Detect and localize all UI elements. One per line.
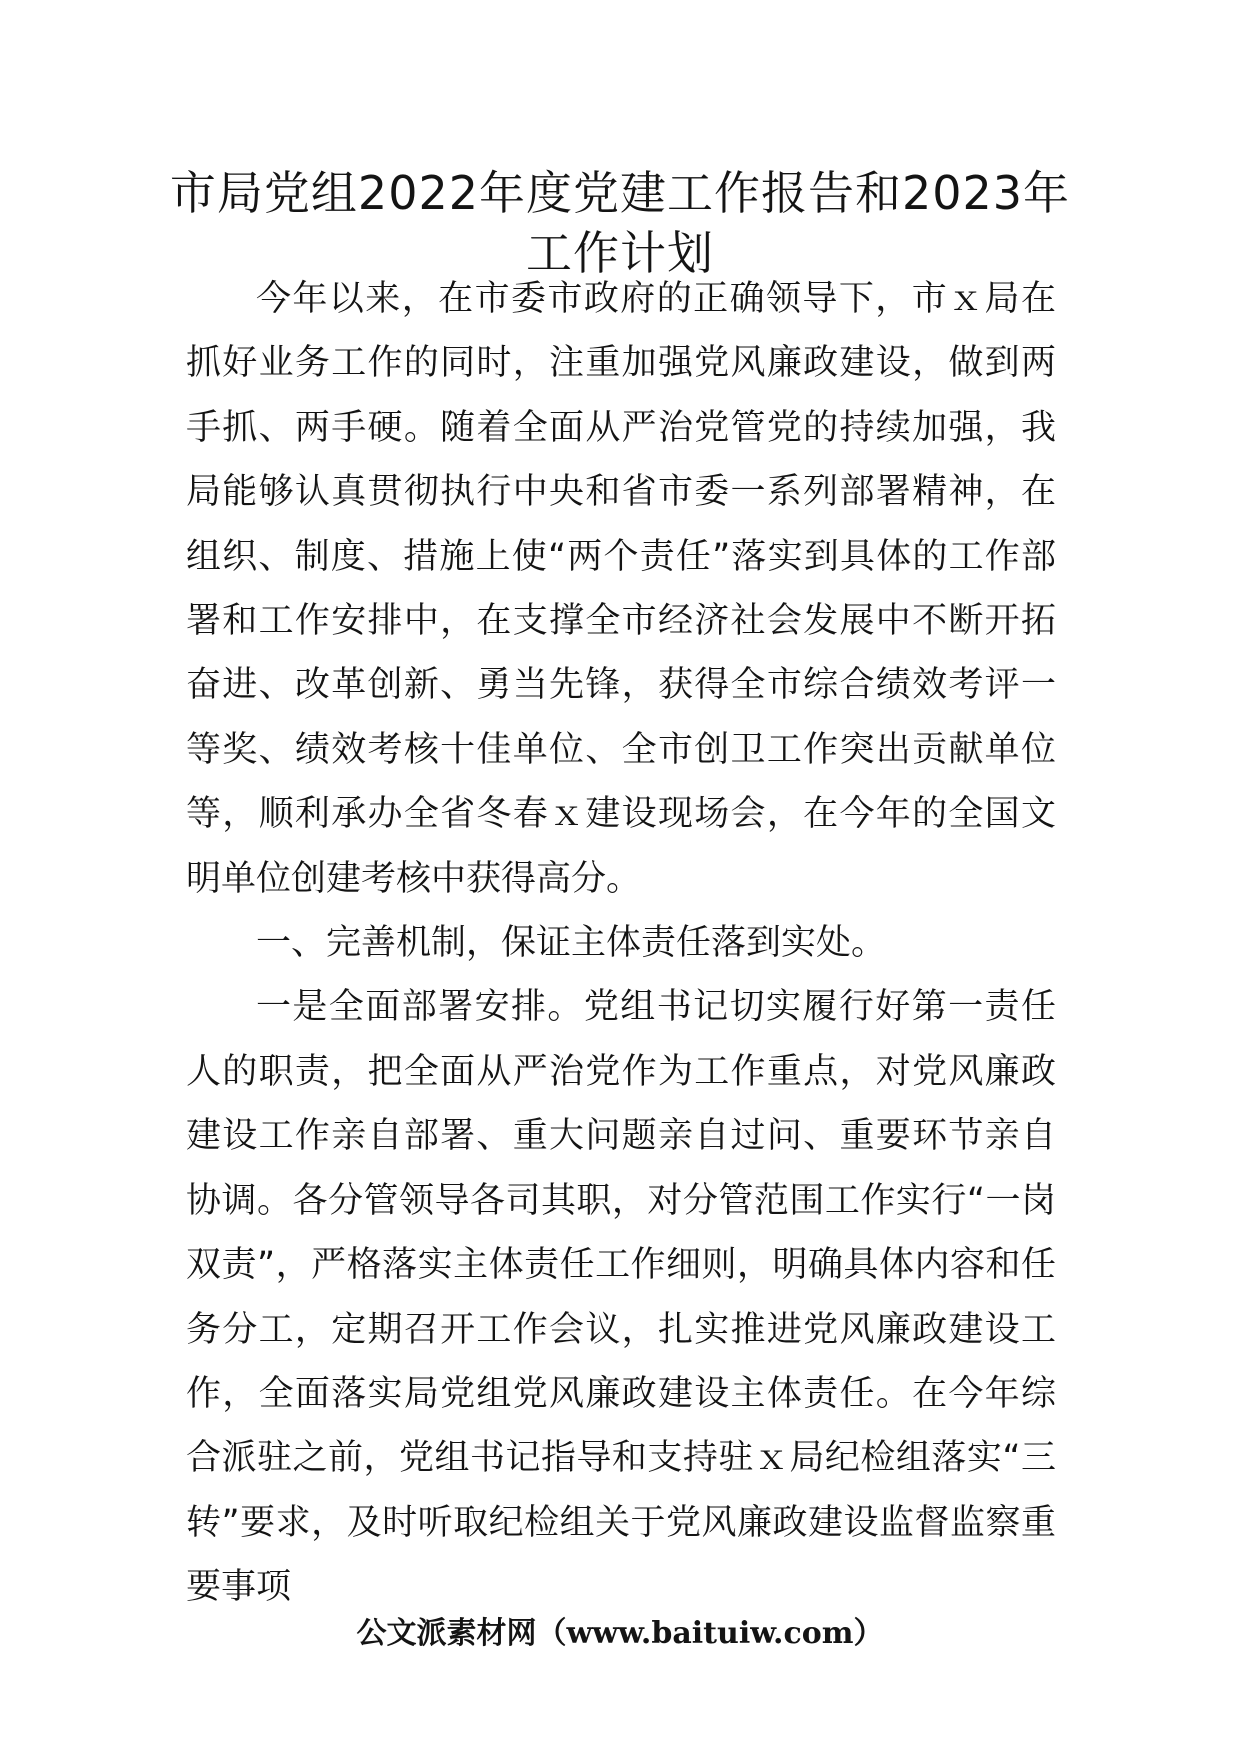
section-heading: 一、完善机制，保证主体责任落到实处。: [256, 923, 887, 964]
body-paragraph: 一是全面部署安排。党组书记切实履行好第一责任人的职责，把全面从严治党作为工作重点，对党风廉政建设工作亲自部署、重大问题亲自过问、重要环节亲自协调。各分管领导各司其职，对分管范围工作实行“一岗双责”，严格落实主体责任工作细则，明确具体内容和任务分工，定期召开工作会议，扎实推进党风廉政建设工作，全面落实局党组党风廉政建设主体责任。在今年综合派驻之前，党组书记指导和支持驻ｘ局纪检组落实“三转”要求，及时听取纪检组关于党风廉政建设监督监察重要事项: [186, 987, 1056, 1608]
document-body: [186, 267, 1056, 1620]
document-title: [160, 163, 1080, 283]
footer-watermark: 公文派素材网（www.baituiw.com）: [356, 1616, 884, 1651]
document-title-line-2: 工作计划: [526, 226, 714, 280]
intro-paragraph: 今年以来，在市委市政府的正确领导下，市ｘ局在抓好业务工作的同时，注重加强党风廉政建设，做到两手抓、两手硬。随着全面从严治党管党的持续加强，我局能够认真贯彻执行中央和省市委一系列部署精神，在组织、制度、措施上使“两个责任”落实到具体的工作部署和工作安排中，在支撑全市经济社会发展中不断开拓奋进、改革创新、勇当先锋，获得全市综合绩效考评一等奖、绩效考核十佳单位、全市创卫工作突出贡献单位等，顺利承办全省冬春ｘ建设现场会，在今年的全国文明单位创建考核中获得高分。: [186, 279, 1056, 899]
document-title-line-1: 市局党组2022年度党建工作报告和2023年: [169, 166, 1071, 220]
